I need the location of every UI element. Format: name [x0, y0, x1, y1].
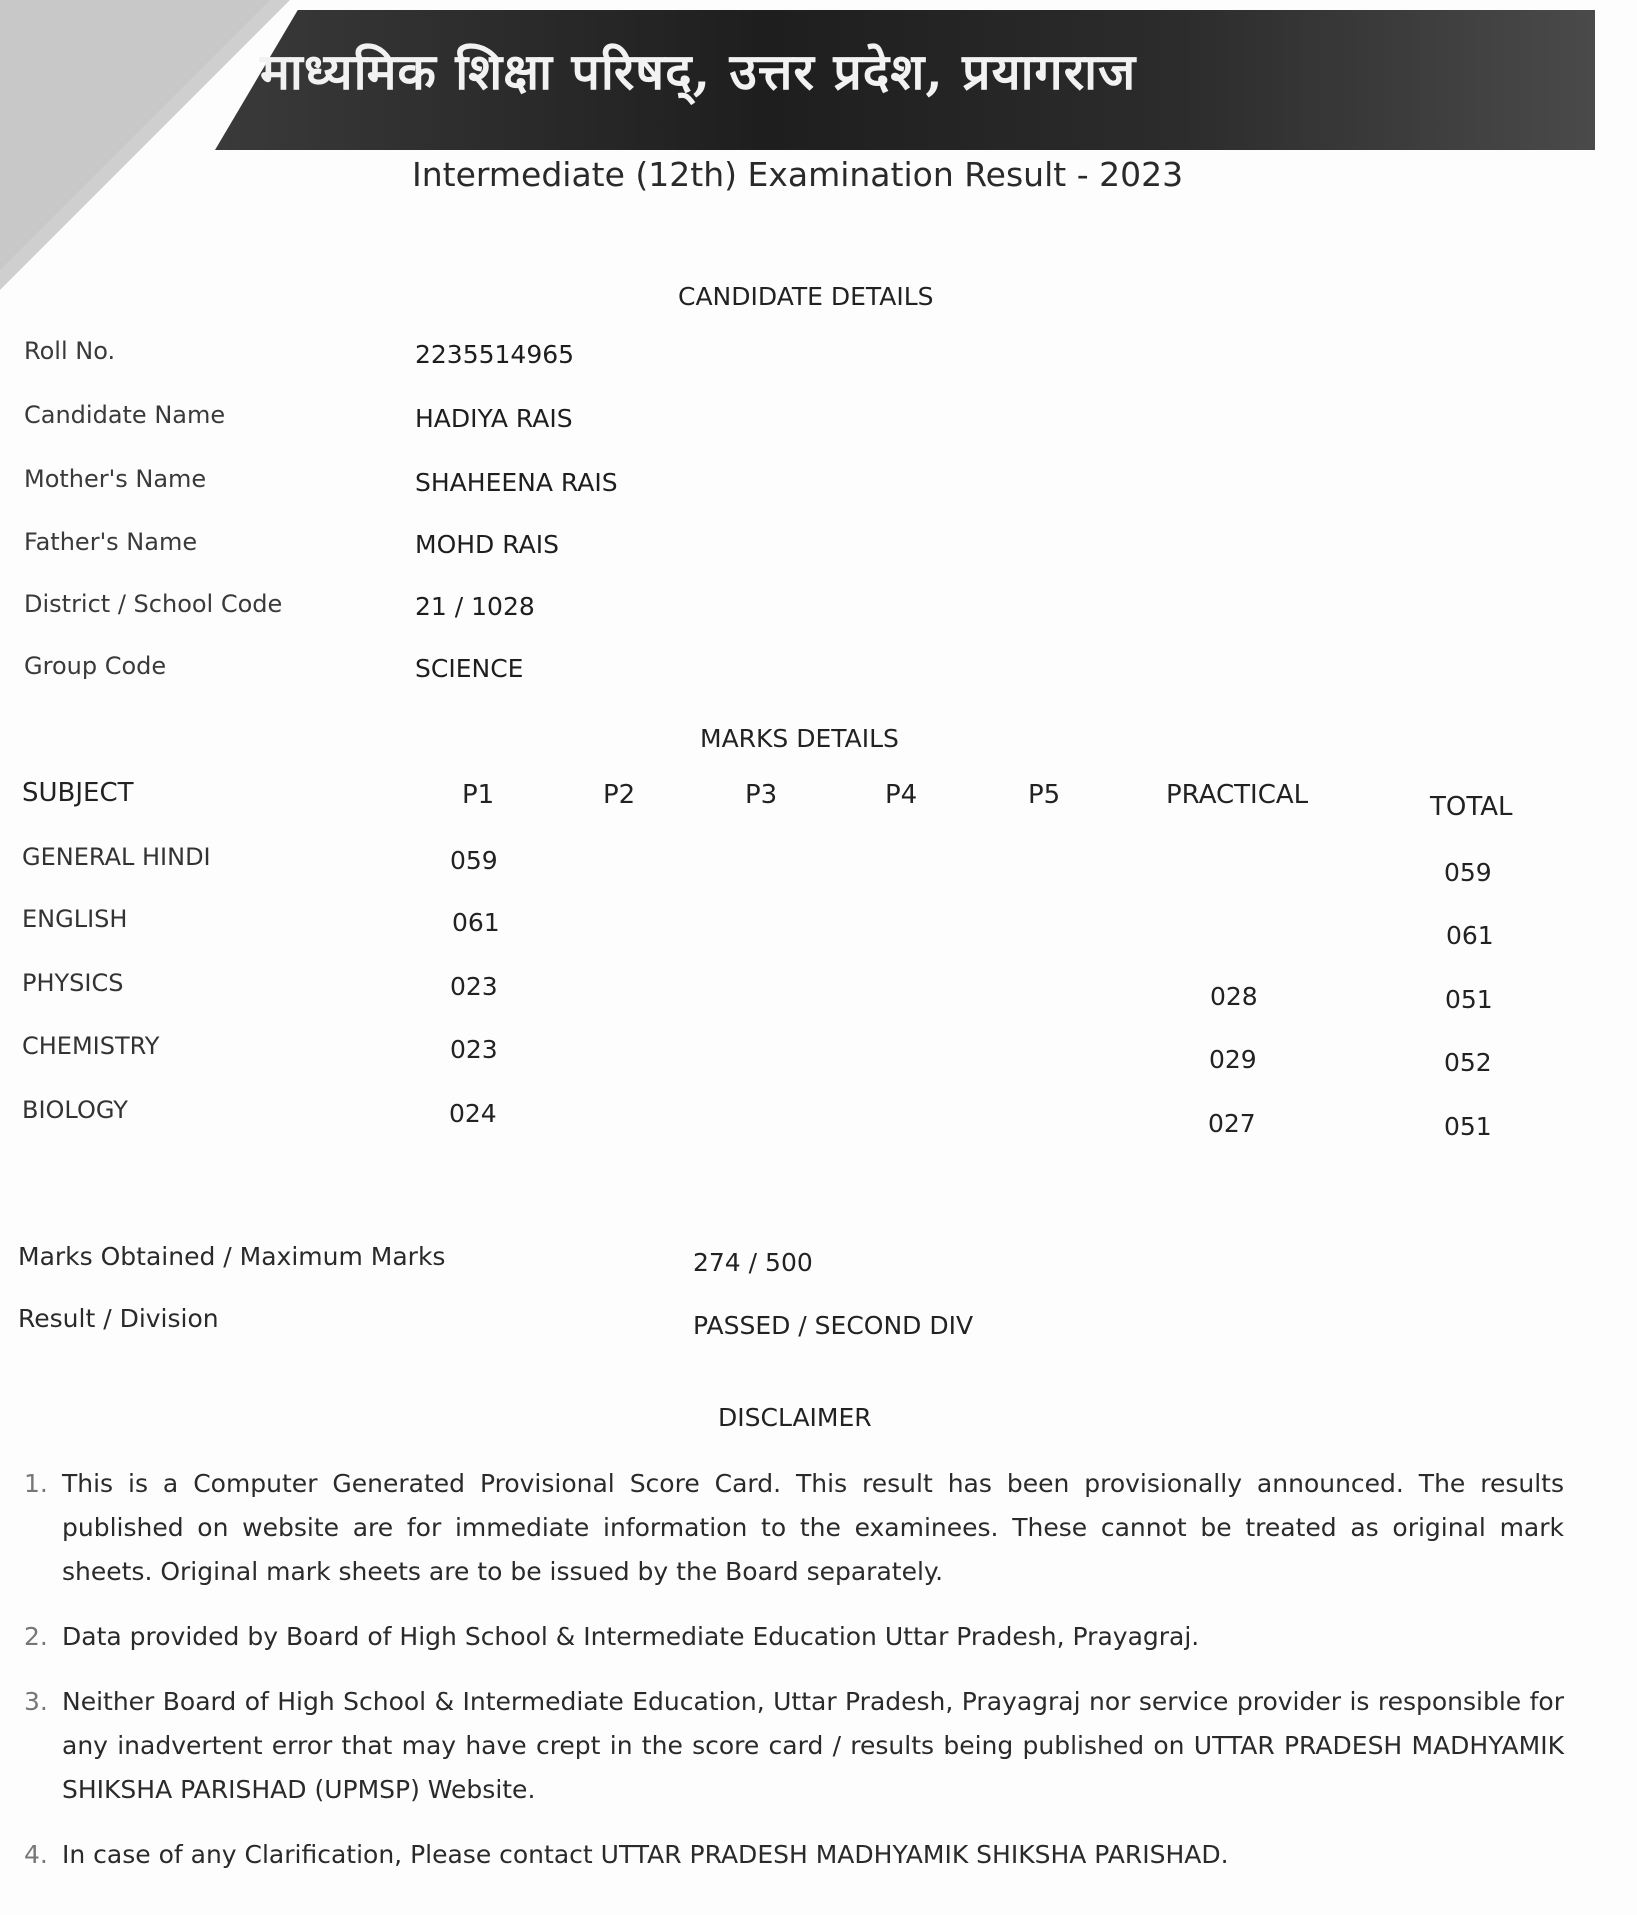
table-row-practical: 027 [1208, 1109, 1256, 1138]
table-row-total: 061 [1446, 921, 1494, 950]
table-row-subject: BIOLOGY [22, 1096, 128, 1124]
table-row-total: 059 [1444, 858, 1492, 887]
col-header-p3: P3 [745, 780, 778, 810]
table-row-total: 051 [1445, 985, 1493, 1014]
table-row-subject: PHYSICS [22, 969, 124, 997]
table-row-practical: 028 [1210, 982, 1258, 1011]
disclaimer-item-text: Neither Board of High School & Intermediate Education, Uttar Pradesh, Prayagraj nor service provider is responsible for any inadvertent error that may have crept in the score card / results being published on UTTAR PRADESH MADHYAMIK SHIKSHA PARISHAD (UPMSP) Website. [62, 1687, 1564, 1804]
board-title: माध्यमिक शिक्षा परिषद्, उत्तर प्रदेश, प्रयागराज [260, 42, 1137, 101]
roll-no-value: 2235514965 [415, 340, 575, 369]
father-name-label: Father's Name [24, 528, 198, 556]
marks-obtained-value: 274 / 500 [693, 1248, 813, 1277]
table-row-subject: ENGLISH [22, 905, 128, 933]
candidate-name-value: HADIYA RAIS [415, 404, 573, 433]
mother-name-value: SHAHEENA RAIS [415, 468, 618, 497]
disclaimer-item [24, 1680, 1564, 1812]
col-header-subject: SUBJECT [22, 778, 134, 808]
father-name-value: MOHD RAIS [415, 530, 559, 559]
result-division-label: Result / Division [18, 1304, 219, 1333]
table-row-practical: 029 [1209, 1045, 1257, 1074]
disclaimer-item-text: This is a Computer Generated Provisional Score Card. This result has been provisionally announced. The results published on website are for immediate information to the examinees. These cannot be treated as original mark sheets. Original mark sheets are to be issued by the Board separately. [62, 1469, 1564, 1586]
group-code-value: SCIENCE [415, 654, 524, 683]
candidate-name-label: Candidate Name [24, 401, 226, 429]
district-school-code-value: 21 / 1028 [415, 592, 535, 621]
disclaimer-item-number: 2. [24, 1622, 48, 1651]
col-header-practical: PRACTICAL [1166, 780, 1309, 810]
table-row-p1: 023 [450, 972, 498, 1001]
disclaimer-item-number: 4. [24, 1840, 48, 1869]
col-header-p2: P2 [603, 780, 636, 810]
candidate-details-heading: CANDIDATE DETAILS [678, 282, 934, 311]
disclaimer-item-number: 1. [24, 1469, 48, 1498]
col-header-p1: P1 [462, 780, 495, 810]
disclaimer-item [24, 1615, 1564, 1659]
table-row-subject: GENERAL HINDI [22, 843, 211, 871]
col-header-p4: P4 [885, 780, 918, 810]
district-school-code-label: District / School Code [24, 590, 283, 618]
table-row-p1: 059 [450, 846, 498, 875]
table-row-total: 052 [1444, 1048, 1492, 1077]
table-row-p1: 023 [450, 1035, 498, 1064]
disclaimer-item-text: In case of any Clarification, Please contact UTTAR PRADESH MADHYAMIK SHIKSHA PARISHAD. [62, 1840, 1229, 1869]
marks-obtained-label: Marks Obtained / Maximum Marks [18, 1242, 446, 1271]
mother-name-label: Mother's Name [24, 465, 207, 493]
disclaimer-item [24, 1462, 1564, 1594]
table-row-p1: 061 [452, 908, 500, 937]
col-header-total: TOTAL [1430, 792, 1513, 822]
disclaimer-heading: DISCLAIMER [718, 1403, 872, 1432]
table-row-subject: CHEMISTRY [22, 1032, 160, 1060]
disclaimer-item [24, 1833, 1564, 1877]
col-header-p5: P5 [1028, 780, 1061, 810]
result-division-value: PASSED / SECOND DIV [693, 1311, 974, 1340]
disclaimer-item-text: Data provided by Board of High School & Intermediate Education Uttar Pradesh, Prayagraj. [62, 1622, 1200, 1651]
exam-title: Intermediate (12th) Examination Result - 2023 [412, 155, 1184, 194]
disclaimer-item-number: 3. [24, 1687, 48, 1716]
marks-details-heading: MARKS DETAILS [700, 724, 899, 753]
group-code-label: Group Code [24, 652, 167, 680]
roll-no-label: Roll No. [24, 337, 116, 365]
table-row-total: 051 [1444, 1112, 1492, 1141]
table-row-p1: 024 [449, 1099, 497, 1128]
